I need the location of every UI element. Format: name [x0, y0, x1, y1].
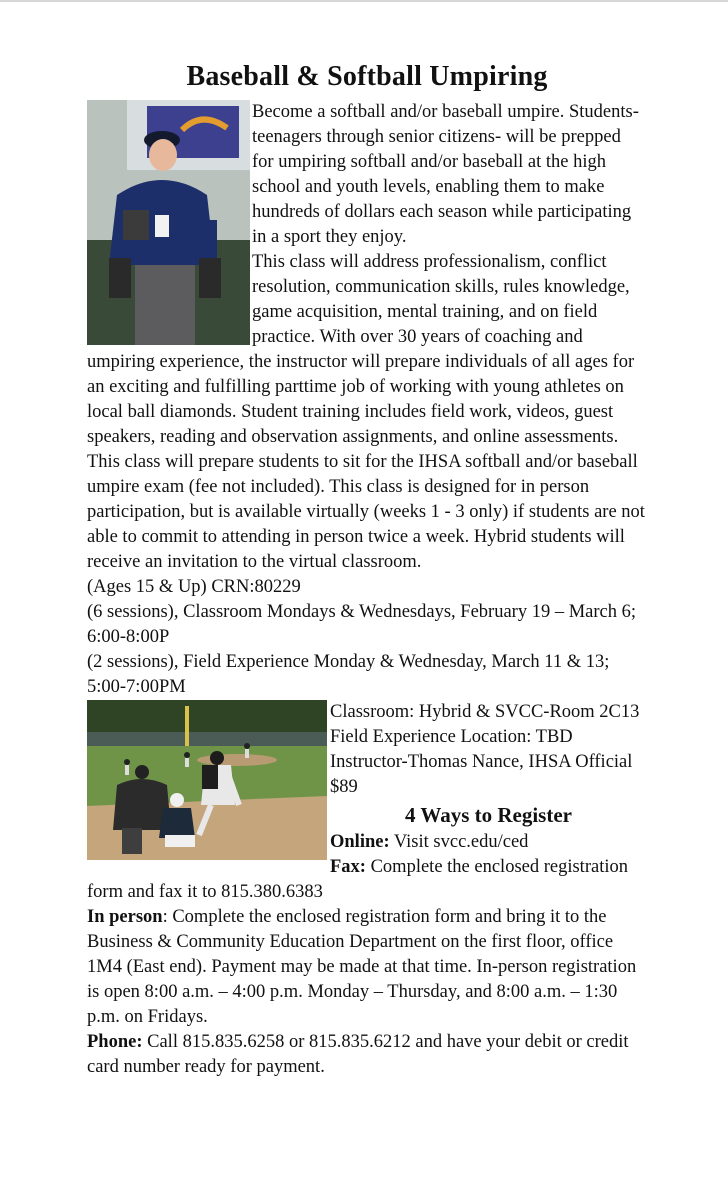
instructor-line: Instructor-Thomas Nance, IHSA Official $89 [330, 752, 633, 797]
online-text: Visit svcc.edu/ced [389, 832, 529, 852]
register-phone [87, 1030, 647, 1080]
location-line: Classroom: Hybrid & SVCC-Room 2C13 Field Experience Location: TBD [330, 702, 640, 747]
inperson-text: : Complete the enclosed registration form and bring it to the Business & Community Education Department on the first floor, office 1M4 (East end). Payment may be made at that time. In-person registration is open 8:00 a.m. – 4:00 p.m. Monday – Thursday, and 8:00 a.m. – 1:30 p.m. on Fridays. [87, 907, 637, 1027]
game-illustration [87, 700, 327, 860]
top-border [0, 0, 728, 2]
fax-text: Complete the enclosed registration form and fax it to 815.380.6383 [87, 857, 628, 902]
online-label: Online: [330, 832, 390, 852]
page-title: Baseball & Softball Umpiring [186, 61, 548, 92]
umpire-photo [87, 100, 250, 345]
fax-label: Fax: [330, 857, 366, 877]
phone-text: Call 815.835.6258 or 815.835.6212 and have your debit or credit card number ready for payment. [87, 1032, 629, 1077]
intro-paragraph: Become a softball and/or baseball umpire. Students- teenagers through senior citizens- will be prepped for umpiring softball and/or baseball at the high school and youth levels, enabling them to make hundreds of dollars each season while participating in a sport they enjoy. [252, 102, 639, 247]
phone-label: Phone: [87, 1032, 143, 1052]
classroom-sessions: (6 sessions), Classroom Mondays & Wednesdays, February 19 – March 6; 6:00-8:00P [87, 602, 636, 647]
exam-paragraph: This class will prepare students to sit for the IHSA softball and/or baseball umpire exam (fee not included). This class is designed for in person participation, but is available virtually (weeks 1 - 3 only) if students are not able to commit to attending in person twice a week. Hybrid students will receive an invitation to the virtual classroom. [87, 452, 645, 572]
game-photo [87, 700, 327, 860]
register-heading: 4 Ways to Register [404, 803, 572, 827]
crn-line: (Ages 15 & Up) CRN:80229 [87, 577, 301, 597]
register-fax [87, 855, 647, 905]
inperson-label: In person [87, 907, 163, 927]
register-inperson [87, 905, 647, 1030]
field-sessions: (2 sessions), Field Experience Monday & Wednesday, March 11 & 13; 5:00-7:00PM [87, 652, 610, 697]
flyer-page [87, 60, 647, 1080]
curriculum-paragraph: This class will address professionalism, conflict resolution, communication skills, rules knowledge, game acquisition, mental training, and on field practice. With over 30 years of coaching and umpiring experience, the instructor will prepare individuals of all ages for an exciting and fulfilling parttime job of working with young athletes on local ball diamonds. Student training includes field work, videos, guest speakers, reading and observation assignments, and online assessments. [87, 252, 635, 447]
umpire-illustration [87, 100, 250, 345]
